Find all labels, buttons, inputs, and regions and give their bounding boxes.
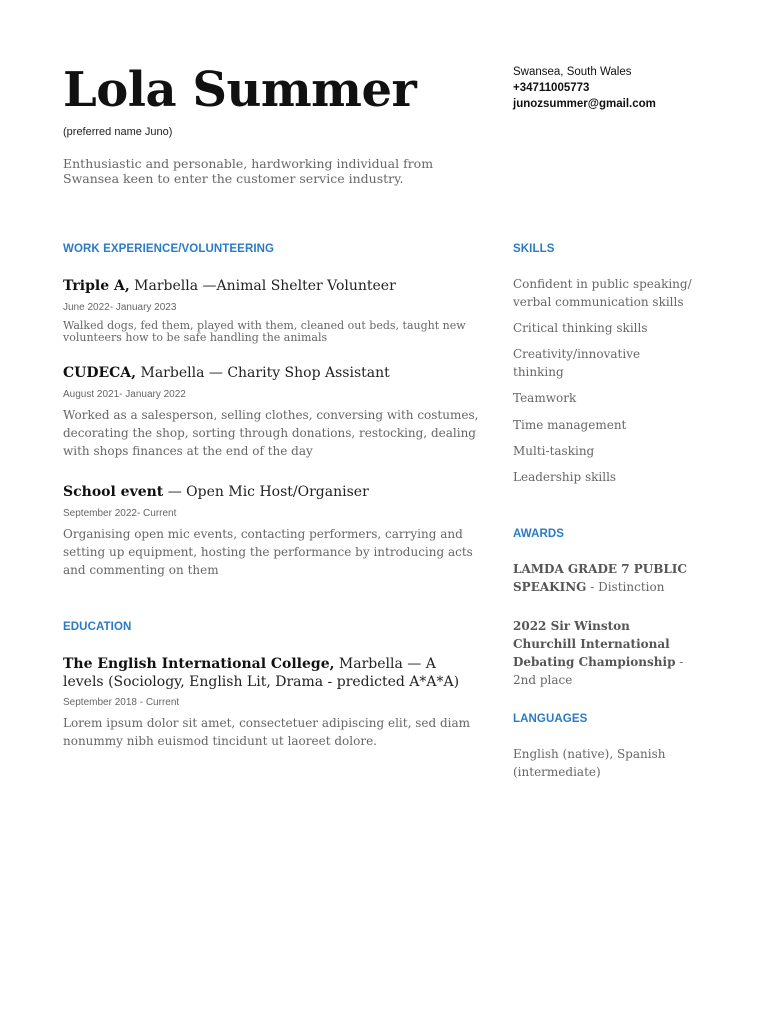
award-item xyxy=(513,560,693,596)
work-entry-date: August 2021- January 2022 xyxy=(63,389,186,400)
work-entry-description: Worked as a salesperson, selling clothes, conversing with costumes, decorating the shop, sorting through donations, restocking, dealing with shops finances at the end of the day xyxy=(63,408,479,458)
work-heading: WORK EXPERIENCE/VOLUNTEERING xyxy=(63,243,275,255)
award-item xyxy=(513,617,693,689)
work-entry-org: School event xyxy=(63,484,164,500)
work-entry-title xyxy=(63,277,483,295)
preferred-name: (preferred name Juno) xyxy=(63,126,173,138)
work-entry-description: Organising open mic events, contacting performers, carrying and setting up equipment, hosting the performance by introducing acts and commenting on them xyxy=(63,527,473,577)
education-heading: EDUCATION xyxy=(63,621,132,633)
skill-item: Creativity/innovative thinking xyxy=(513,347,641,379)
education-entry-description: Lorem ipsum dolor sit amet, consectetuer adipiscing elit, sed diam nonummy nibh euismod tincidunt ut laoreet dolore. xyxy=(63,716,471,748)
work-entry-role: — Open Mic Host/Organiser xyxy=(163,484,369,500)
awards-heading: AWARDS xyxy=(513,528,565,540)
contact-phone: +34711005773 xyxy=(513,82,590,94)
skill-item: Multi-tasking xyxy=(513,444,595,458)
skill-item: Time management xyxy=(513,418,627,432)
award-result: - 2nd place xyxy=(513,655,684,687)
work-entry-role: Marbella — Charity Shop Assistant xyxy=(136,365,390,381)
education-entry-course: Marbella — A levels (Sociology, English Lit, Drama - predicted A*A*A) xyxy=(63,656,460,690)
skill-item: Critical thinking skills xyxy=(513,321,648,335)
contact-block xyxy=(513,64,656,112)
award-title: 2022 Sir Winston Churchill International Debating Championship xyxy=(513,619,676,669)
languages-text: English (native), Spanish (intermediate) xyxy=(513,747,666,779)
work-entry-title xyxy=(63,483,483,501)
education-entry-title xyxy=(63,655,463,691)
skills-heading: SKILLS xyxy=(513,243,555,255)
award-title: LAMDA GRADE 7 PUBLIC SPEAKING xyxy=(513,562,687,594)
skill-item: Teamwork xyxy=(513,391,577,405)
award-result: - Distinction xyxy=(586,580,665,594)
skill-item: Confident in public speaking/ verbal communication skills xyxy=(513,277,692,309)
candidate-name: Lola Summer xyxy=(63,62,417,118)
intro-summary: Enthusiastic and personable, hardworking individual from Swansea keen to enter the customer service industry. xyxy=(63,156,434,186)
work-entry-org: CUDECA, xyxy=(63,365,137,381)
education-entry-date: September 2018 - Current xyxy=(63,697,180,708)
work-entry-title xyxy=(63,364,483,382)
education-entry-org: The English International College, xyxy=(63,656,335,672)
work-entry-date: June 2022- January 2023 xyxy=(63,302,177,313)
contact-location: Swansea, South Wales xyxy=(513,66,632,78)
skill-item: Leadership skills xyxy=(513,470,617,484)
work-entry-date: September 2022- Current xyxy=(63,508,177,519)
languages-heading: LANGUAGES xyxy=(513,713,588,725)
work-entry-role: Marbella —Animal Shelter Volunteer xyxy=(129,278,396,294)
work-entry-org: Triple A, xyxy=(63,278,130,294)
contact-email: junozsummer@gmail.com xyxy=(513,98,656,110)
work-entry-description: Walked dogs, fed them, played with them, cleaned out beds, taught new volunteers how to be safe handling the animals xyxy=(63,319,466,344)
